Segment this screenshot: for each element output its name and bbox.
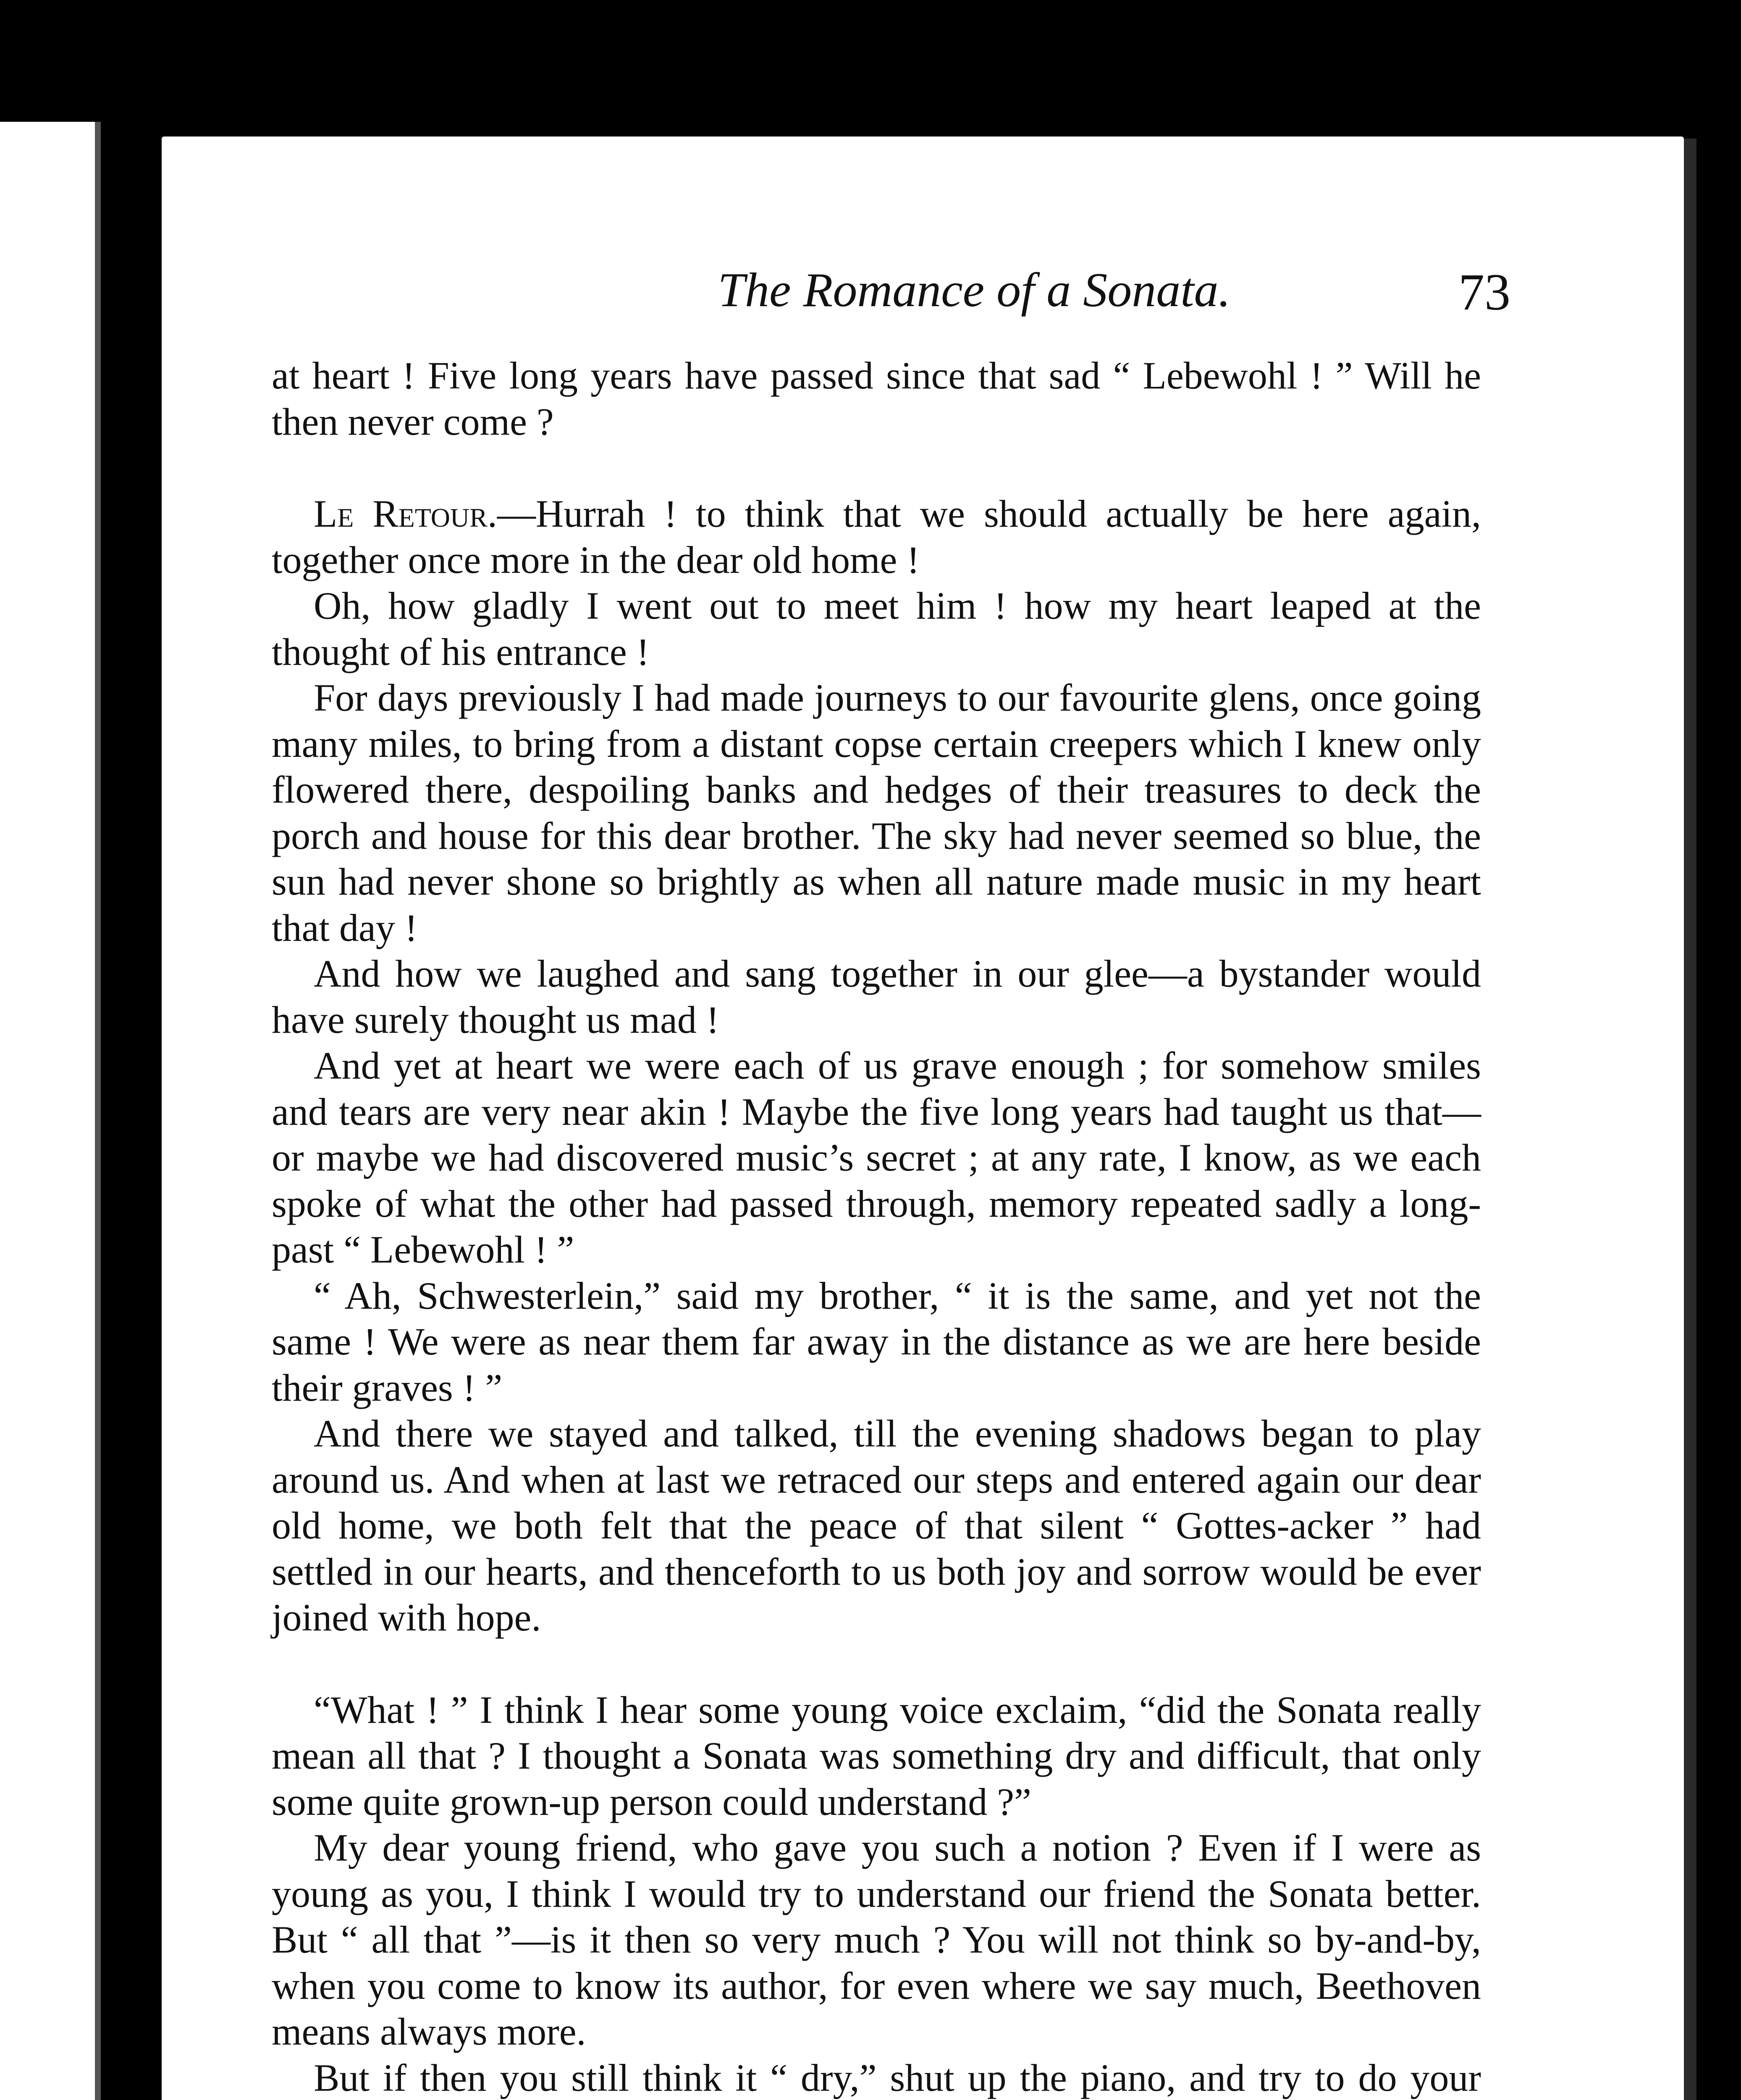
running-title: The Romance of a Sonata.	[718, 263, 1231, 317]
paragraph: For days previously I had made journeys to our favourite glens, once going many miles, to bring from a distant copse certain creepers which I knew only flowered there, despoiling banks and hedges of their treasures to deck the porch and house for this dear brother. The sky had never seemed so blue, the sun had never shone so brightly as when all nature made music in my heart that day !	[272, 676, 1481, 949]
paragraph: “What ! ” I think I hear some young voice exclaim, “did the Sonata really mean all that ? I thought a Sonata was something dry and difficult, that only some quite grown-up person could understand ?”	[272, 1688, 1481, 1823]
body-text	[272, 353, 1481, 2100]
page-number: 73	[1458, 263, 1510, 321]
paragraph: at heart ! Five long years have passed since that sad “ Lebewohl ! ” Will he then never come ?	[272, 354, 1481, 443]
paragraph: And yet at heart we were each of us grave enough ; for somehow smiles and tears are very near akin ! Maybe the five long years had taught us that—or maybe we had discovered music’s secret ; at any rate, I know, as we each spoke of what the other had passed through, memory repeated sadly a long-past “ Lebewohl ! ”	[272, 1044, 1481, 1271]
book-page	[162, 136, 1684, 2100]
section-label: Le Retour.	[314, 492, 497, 535]
paragraph: Oh, how gladly I went out to meet him ! how my heart leaped at the thought of his entrance !	[272, 584, 1481, 673]
paragraph-le-retour	[272, 491, 1481, 583]
paragraph: But if then you still think it “ dry,” shut up the piano, and try to do your	[314, 2056, 1481, 2099]
section-break	[272, 445, 1481, 491]
previous-page-edge	[0, 122, 101, 2100]
section-break	[272, 1641, 1481, 1687]
paragraph: “ Ah, Schwesterlein,” said my brother, “ it is the same, and yet not the same ! We were as near them far away in the distance as we are here beside their graves ! ”	[272, 1274, 1481, 1409]
running-header	[162, 262, 1684, 338]
paragraph: And there we stayed and talked, till the evening shadows began to play around us. And when at last we retraced our steps and entered again our dear old home, we both felt that the peace of that silent “ Gottes-acker ” had settled in our hearts, and thenceforth to us both joy and sorrow would be ever joined with hope.	[272, 1412, 1481, 1639]
paragraph-text: —Hurrah ! to think that we should actually be here again, together once more in the dear old home !	[272, 492, 1481, 581]
paragraph: My dear young friend, who gave you such a notion ? Even if I were as young as you, I think I would try to understand our friend the Sonata better. But “ all that ”—is it then so very much ? You will not think so by-and-by, when you come to know its author, for even where we say much, Beethoven means always more.	[272, 1826, 1481, 2053]
paragraph: And how we laughed and sang together in our glee—a bystander would have surely thought us mad !	[272, 952, 1481, 1041]
